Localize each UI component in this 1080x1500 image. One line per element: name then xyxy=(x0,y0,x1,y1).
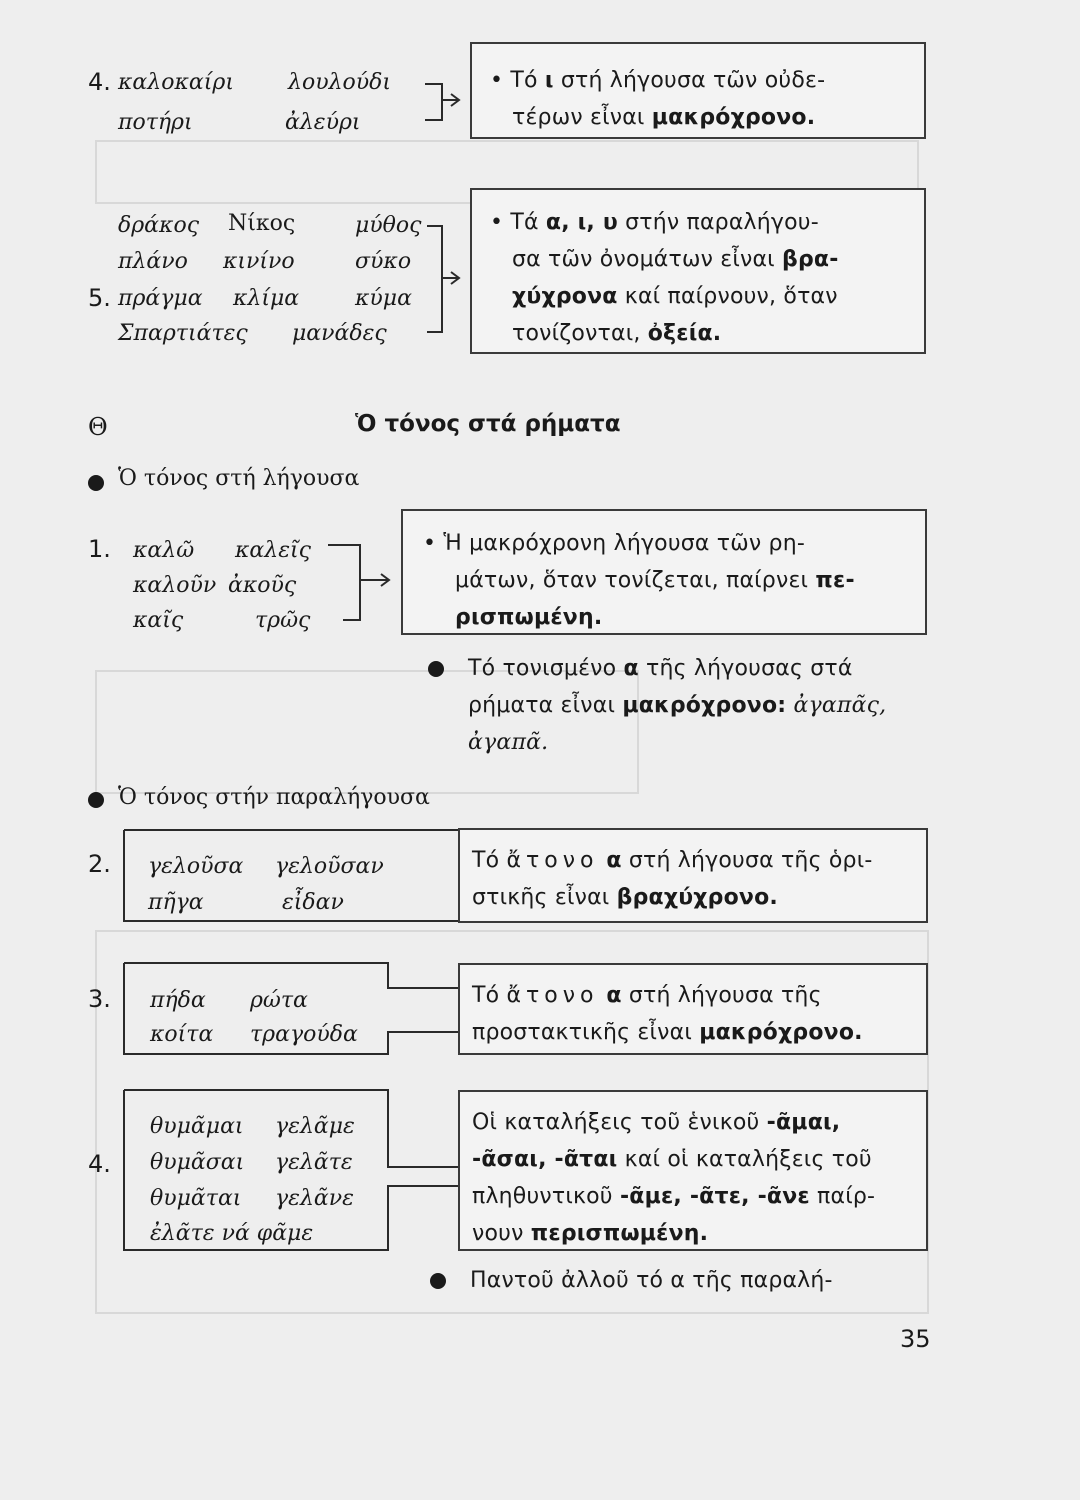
word: Σπαρτιάτες xyxy=(118,321,248,346)
word: κύμα xyxy=(355,286,412,311)
word: πράγμα xyxy=(118,286,203,311)
word: κλίμα xyxy=(233,286,300,311)
word: θυμᾶσαι xyxy=(150,1150,245,1175)
word: πῆγα xyxy=(148,890,204,915)
word: καλῶ xyxy=(133,538,195,563)
example-number-4b: 4. xyxy=(88,1150,111,1178)
word: θυμᾶμαι xyxy=(150,1114,244,1139)
word: καλεῖς xyxy=(235,538,311,563)
word: γελᾶτε xyxy=(275,1150,353,1175)
subsection-title: Ὁ τόνος στήν παραλήγουσα xyxy=(118,785,430,810)
word: ἀλεύρι xyxy=(285,110,361,135)
word: Νίκος xyxy=(228,211,296,236)
word: πήδα xyxy=(150,988,206,1013)
word: σύκο xyxy=(355,249,412,274)
rule-box-imperative: Τό ἄτονο α στή λήγουσα τῆς προστακτικῆς εἶναι μακρόχρονο. xyxy=(458,963,928,1055)
rule-box-endings: Οἱ καταλήξεις τοῦ ἑνικοῦ -ᾶμαι, -ᾶσαι, -ᾶται καί οἱ καταλήξεις τοῦ πληθυντικοῦ -ᾶμε, -ᾶτε, -ᾶνε παίρ- νουν περισπωμένη. xyxy=(458,1090,928,1251)
note-elsewhere: Παντοῦ ἀλλοῦ τό α τῆς παραλή- xyxy=(470,1268,833,1293)
rule-box-ending-i: • Τό ι στή λήγουσα τῶν οὐδε- τέρων εἶναι μακρόχρονο. xyxy=(470,42,926,139)
subsection-title: Ὁ τόνος στή λήγουσα xyxy=(118,466,360,491)
word: κινίνο xyxy=(223,249,295,274)
word: τραγούδα xyxy=(250,1022,358,1047)
word: πλάνο xyxy=(118,249,188,274)
word: γελᾶνε xyxy=(275,1186,354,1211)
word: τρῶς xyxy=(255,608,311,633)
example-number-2: 2. xyxy=(88,850,111,878)
word: γελοῦσαν xyxy=(275,854,384,879)
rule-box-circumflex: • Ἡ μακρόχρονη λήγουσα τῶν ρη- μάτων, ὅταν τονίζεται, παίρνει πε- ρισπωμένη. xyxy=(401,509,927,635)
word: μύθος xyxy=(355,213,422,238)
word: ρώτα xyxy=(250,988,308,1013)
rule-box-short-vowels: • Τά α, ι, υ στήν παραλήγου- σα τῶν ὀνομάτων εἶναι βρα- χύχρονα καί παίρνουν, ὅταν τονίζονται, ὀξεία. xyxy=(470,188,926,354)
word: γελοῦσα xyxy=(148,854,244,879)
word: λουλούδι xyxy=(288,70,391,95)
word: γελᾶμε xyxy=(275,1114,355,1139)
example-number-4: 4. xyxy=(88,68,111,96)
word: καῖς xyxy=(133,608,184,633)
word: καλοκαίρι xyxy=(118,70,234,95)
word: μανάδες xyxy=(292,321,387,346)
word: ἐλᾶτε νά φᾶμε xyxy=(150,1221,314,1246)
bullet-icon xyxy=(430,1273,446,1289)
example-number-5: 5. xyxy=(88,284,111,312)
section-title: Ὁ τόνος στά ρήματα xyxy=(355,411,621,437)
note-tonic-a: Τό τονισμένο α τῆς λήγουσας στά ρήματα εἶναι μακρόχρονο: ἀγαπᾶς, ἀγαπᾶ. xyxy=(468,656,887,755)
word: θυμᾶται xyxy=(150,1186,242,1211)
word: εἶδαν xyxy=(282,890,344,915)
word: ποτήρι xyxy=(118,110,193,135)
word: δράκος xyxy=(118,213,200,238)
section-letter: Θ xyxy=(88,413,108,441)
word: κοίτα xyxy=(150,1022,214,1047)
word: ἀκοῦς xyxy=(228,573,297,598)
word: καλοῦν xyxy=(133,573,217,598)
page-number: 35 xyxy=(900,1325,931,1353)
rule-box-aorist: Τό ἄτονο α στή λήγουσα τῆς ὁρι- στικῆς εἶναι βραχύχρονο. xyxy=(458,828,928,923)
example-number-3: 3. xyxy=(88,985,111,1013)
example-number-1: 1. xyxy=(88,535,111,563)
